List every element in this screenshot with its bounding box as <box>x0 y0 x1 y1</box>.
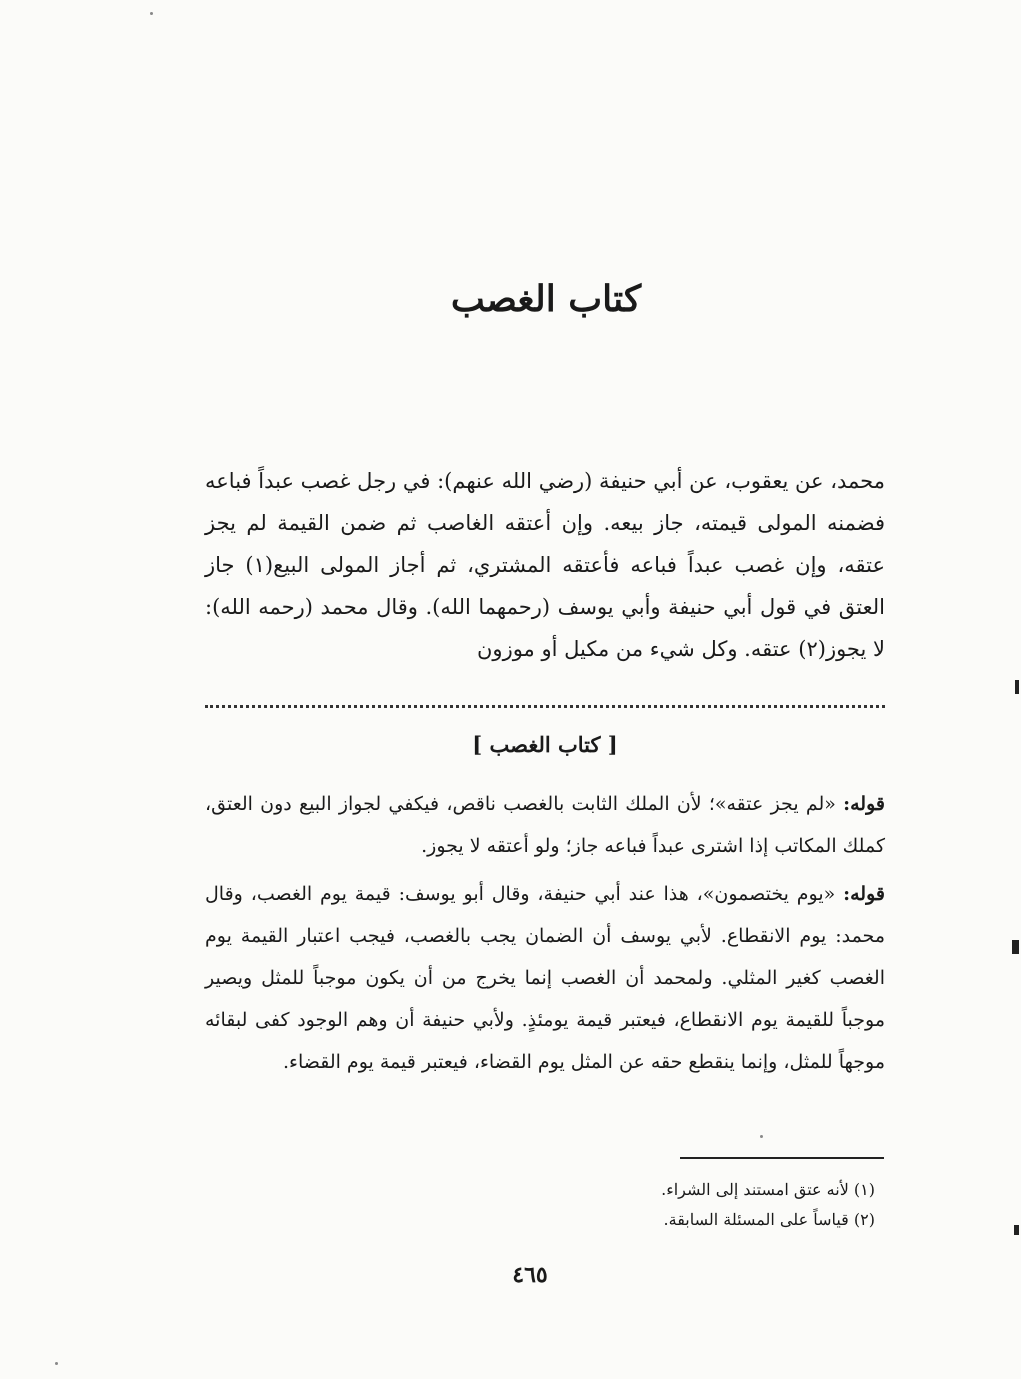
footnote-1: (١) لأنه عتق امستند إلى الشراء. <box>661 1180 875 1199</box>
scan-speck <box>55 1362 58 1365</box>
main-text <box>205 460 885 670</box>
main-paragraph: محمد، عن يعقوب، عن أبي حنيفة (رضي الله عنهم): في رجل غصب عبداً فباعه فضمنه المولى قيمته، جاز بيعه. وإن أعتقه الغاصب ثم ضمن القيمة لم يجز عتقه، وإن غصب عبداً فباعه فأعتقه المشتري، ثم أجاز المولى البيع(١) جاز العتق في قول أبي حنيفة وأبي يوسف (رحمهما الله). وقال محمد (رحمه الله): لا يجوز(٢) عتقه. وكل شيء من مكيل أو موزون <box>205 469 885 661</box>
commentary-section <box>205 783 885 1089</box>
commentary-text: «لم يجز عتقه»؛ لأن الملك الثابت بالغصب ناقص، فيكفي لجواز البيع دون العتق، كملك المكاتب إذا اشترى عبداً فباعه جاز؛ ولو أعتقه لا يجوز. <box>205 793 885 857</box>
footnote-2: (٢) قياساً على المسئلة السابقة. <box>663 1210 875 1229</box>
commentary-paragraph <box>205 783 885 867</box>
commentary-paragraph <box>205 873 885 1083</box>
footnotes <box>405 1175 875 1235</box>
chapter-title: كتاب الغصب <box>450 278 642 320</box>
dotted-separator <box>205 705 885 708</box>
footnote-rule <box>680 1157 884 1159</box>
scan-speck <box>150 12 153 15</box>
commentary-lead: قوله: <box>843 883 885 905</box>
scan-speck <box>760 1135 763 1138</box>
page-number: ٤٦٥ <box>512 1262 548 1288</box>
commentary-title: [ كتاب الغصب ] <box>472 732 618 757</box>
scan-edge-mark <box>1015 680 1019 694</box>
scan-edge-mark <box>1014 1225 1019 1235</box>
commentary-lead: قوله: <box>843 793 885 815</box>
commentary-text: «يوم يختصمون»، هذا عند أبي حنيفة، وقال أبو يوسف: قيمة يوم الغصب، وقال محمد: يوم الانقطاع. لأبي يوسف أن الضمان يجب بالغصب، فيجب اعتبار القيمة يوم الغصب كغير المثلي. ولمحمد أن الغصب إنما يخرج من أن يكون موجباً للمثل ويصير موجباً للقيمة يوم الانقطاع، فيعتبر قيمة يومئذٍ. ولأبي حنيفة أن وهم الوجود كفى لبقائه موجهاً للمثل، وإنما ينقطع حقه عن المثل يوم القضاء، فيعتبر قيمة يوم القضاء. <box>205 883 885 1073</box>
scan-edge-mark <box>1012 940 1019 954</box>
